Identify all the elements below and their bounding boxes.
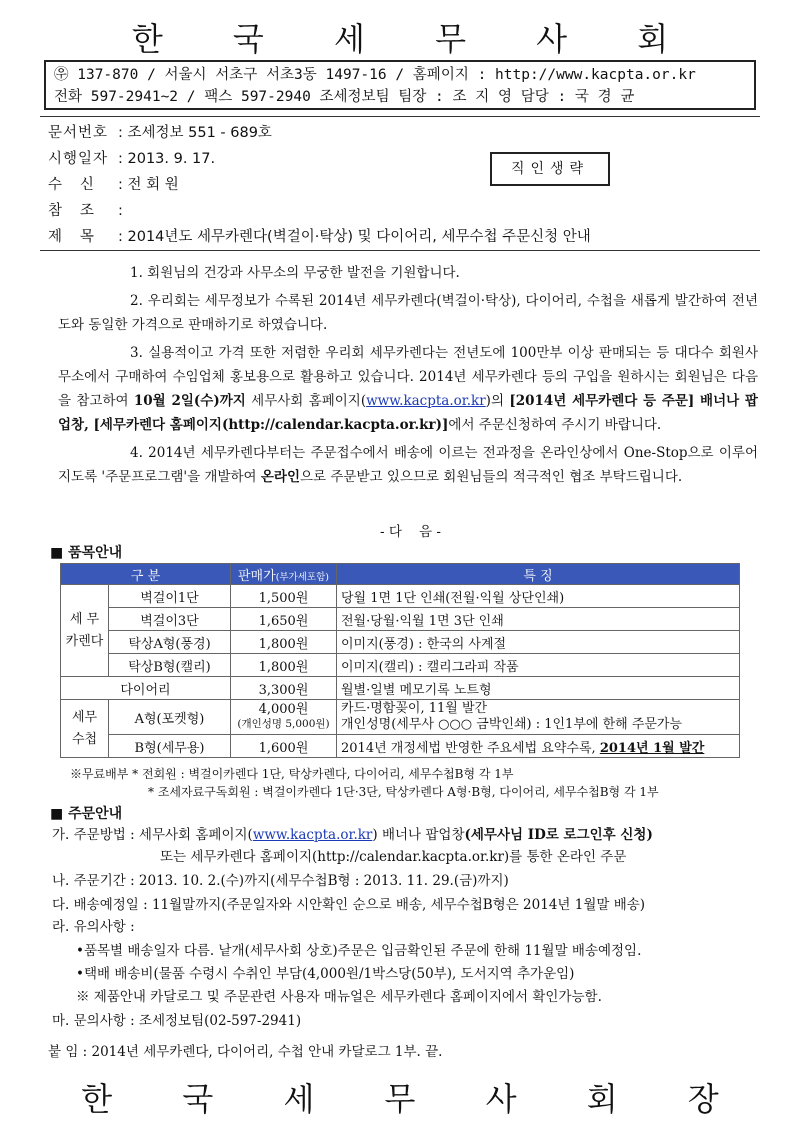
table-row: 다이어리 3,300원 월별·일별 메모기록 노트형: [61, 677, 740, 700]
recipient-label: 수 신: [48, 177, 95, 193]
paragraph-1: 1. 회원님의 건강과 사무소의 무궁한 발전을 기원합니다.: [130, 265, 460, 281]
inquiry: 마. 문의사항 : 조세정보팀(02-597-2941): [52, 1013, 302, 1029]
paragraph-2: 2. 우리회는 세무정보가 수록된 2014년 세무카렌다(벽걸이·탁상), 다이어리, 수첩을 새롭게 발간하여 전년도와 동일한 가격으로 판매하기로 하였습니다.: [58, 293, 758, 333]
table-row: 세 무 카렌다 벽걸이1단 1,500원 당월 1면 1단 인쇄(전월·익월 상단인쇄): [61, 585, 740, 608]
notes-heading: 라. 유의사항 :: [52, 919, 135, 935]
items-table: [60, 563, 740, 758]
header-category: 구 분: [61, 564, 231, 585]
organization-title: 한 국 세 무 사 회: [131, 20, 699, 58]
subject-row: [48, 225, 591, 246]
subject-value: : 2014년도 세무카렌다(벽걸이·탁상) 및 다이어리, 세무수첩 주문신청 안내: [118, 229, 591, 245]
doc-number-label: 문서번호: [48, 125, 109, 141]
paragraph-3: 3. 실용적이고 가격 또한 저렴한 우리회 세무카렌다는 전년도에 100만부 이상 판매되는 등 대다수 회원사무소에서 구매하여 수임업체 홍보용으로 활용하고 있습니다. 2014년 세무카렌다 등의 구입을 원하시는 회원님은 다음을 참고하여 10월 2일(수)까지 세무사회 홈페이지(www.kacpta.or.kr)의 [2014년 세무카렌다 등 주문] 배너나 팝업창, [세무카렌다 홈페이지(http://calendar.kacpta.or.kr)]에서 주문신청하여 주시기 바랍니다.: [58, 345, 758, 433]
reference-value: :: [118, 203, 123, 219]
date-label: 시행일자: [48, 151, 109, 167]
recipient-row: [48, 173, 179, 194]
delivery-date: 다. 배송예정일 : 11월말까지(주문일자와 시안확인 순으로 배송, 세무수첩B형은 2014년 1월말 배송): [52, 897, 646, 913]
table-row: 탁상A형(풍경) 1,800원 이미지(풍경) : 한국의 사계절: [61, 631, 740, 654]
table-row: 세무 수첩 A형(포켓형) 4,000원 (개인성명 5,000원) 카드·명함꽂이, 11월 발간 개인성명(세무사 ○○○ 금박인쇄) : 1인1부에 한해 주문가능: [61, 700, 740, 735]
seal-omitted-stamp: 직인생략: [490, 152, 610, 186]
order-method-alt: 또는 세무카렌다 홈페이지(http://calendar.kacpta.or.kr)를 통한 온라인 주문: [160, 849, 627, 865]
signatory-title: 한 국 세 무 사 회 장: [81, 1080, 749, 1118]
order-period: 나. 주문기간 : 2013. 10. 2.(수)까지(세무수첩B형 : 2013. 11. 29.(금)까지): [52, 873, 509, 889]
doc-number: : 조세정보 551 - 689호: [118, 125, 272, 141]
doc-number-row: [48, 121, 272, 142]
date-row: [48, 147, 215, 168]
table-header: [61, 564, 740, 585]
body-paragraphs: [58, 261, 758, 489]
free-distribution-note: ※무료배부 * 전회원 : 벽걸이카렌다 1단, 탁상카렌다, 다이어리, 세무수첩B형 각 1부: [70, 767, 514, 781]
subscriber-note: * 조세자료구독회원 : 벽걸이카렌다 1단·3단, 탁상카렌다 A형·B형, 다이어리, 세무수첩B형 각 1부: [148, 785, 659, 799]
attachment-line: 붙 임 : 2014년 세무카렌다, 다이어리, 수첩 안내 카달로그 1부. 끝.: [48, 1044, 443, 1060]
note-delivery: •품목별 배송일자 다름. 낱개(세무사회 상호)주문은 입금확인된 주문에 한해 11월말 배송예정임.: [76, 943, 642, 959]
order-method: 가. 주문방법 : 세무사회 홈페이지(www.kacpta.or.kr) 배너나 팝업창(세무사님 ID로 로그인후 신청): [52, 827, 653, 843]
kacpta-order-link[interactable]: www.kacpta.or.kr: [252, 827, 373, 843]
reference-row: [48, 199, 123, 220]
table-row: 벽걸이3단 1,650원 전월·당월·익월 1면 3단 인쇄: [61, 608, 740, 631]
contact-phone-line: 전화 597-2941~2 / 팩스 597-2940 조세정보팀 팀장 : 조 지 영 담당 : 국 경 균: [54, 89, 635, 105]
reference-label: 참 조: [48, 203, 95, 219]
paragraph-4: 4. 2014년 세무카렌다부터는 주문접수에서 배송에 이르는 전과정을 온라인상에서 One-Stop으로 이루어지도록 '주문프로그램'을 개발하여 온라인으로 주문받고 있으므로 회원님들의 적극적인 협조 부탁드립니다.: [58, 445, 758, 485]
header-price: 판매가(부가세포함): [231, 564, 337, 585]
kacpta-link[interactable]: www.kacpta.or.kr: [366, 393, 486, 409]
recipient-value: : 전 회 원: [118, 177, 179, 193]
table-row: B형(세무용) 1,600원 2014년 개정세법 반영한 주요세법 요약수록, 2014년 1월 발간: [61, 735, 740, 758]
header-features: 특 징: [337, 564, 740, 585]
items-section-title: ■ 품목안내: [50, 545, 123, 561]
next-marker: - 다 음 -: [380, 524, 441, 540]
subject-label: 제 목: [48, 229, 95, 245]
date-value: : 2013. 9. 17.: [118, 151, 216, 167]
order-section-title: ■ 주문안내: [50, 806, 123, 822]
note-catalog: ※ 제품안내 카달로그 및 주문관련 사용자 매뉴얼은 세무카렌다 홈페이지에서 확인가능함.: [76, 989, 602, 1005]
note-shipping-fee: •택배 배송비(물품 수령시 수취인 부담(4,000원/1박스당(50부), 도서지역 추가운임): [76, 966, 575, 982]
table-row: 탁상B형(캘리) 1,800원 이미지(캘리) : 캘리그라피 작품: [61, 654, 740, 677]
contact-address-line: ㉾ 137-870 / 서울시 서초구 서초3동 1497-16 / 홈페이지 : http://www.kacpta.or.kr: [54, 67, 696, 83]
contact-box: [44, 60, 756, 110]
group-calendar: 세 무 카렌다: [61, 585, 109, 677]
divider: [40, 116, 760, 117]
divider: [40, 250, 760, 251]
group-handbook: 세무 수첩: [61, 700, 109, 758]
